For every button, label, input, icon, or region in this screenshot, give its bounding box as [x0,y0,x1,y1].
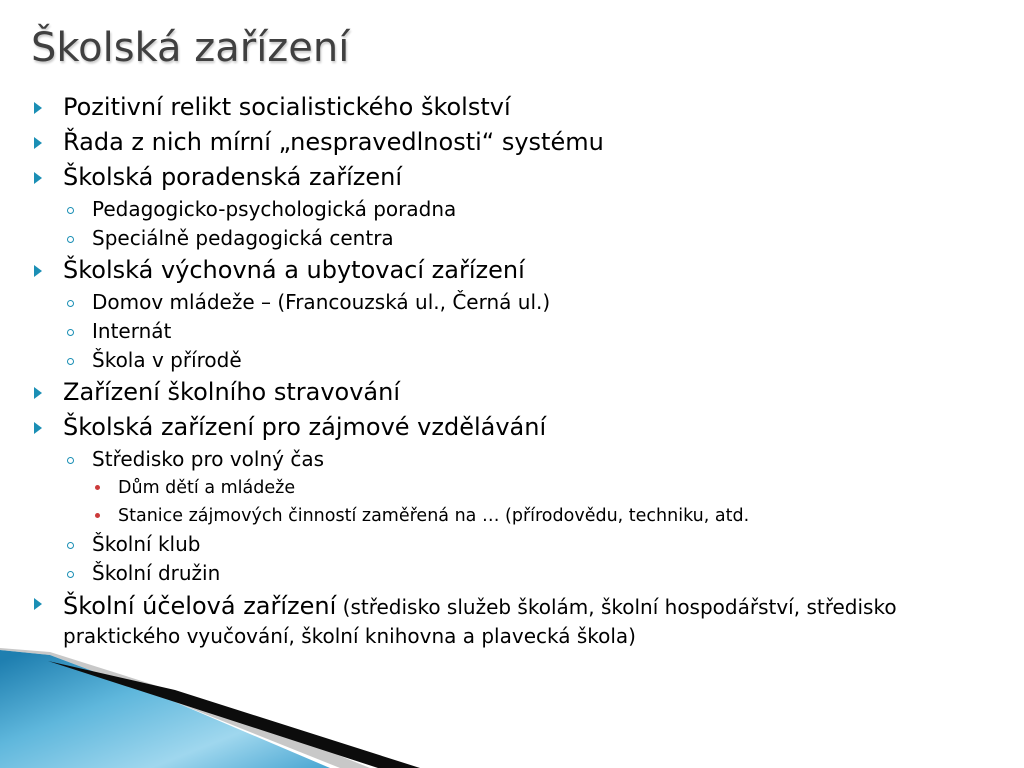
slide-title: Školská zařízení [31,25,350,71]
list-item-note: (středisko služeb školám, školní hospodářství, středisko praktického vyučování, školní knihovna a plavecká škola) [63,595,897,648]
list-item [0,253,1024,288]
list-item-text: Školská výchovná a ubytovací zařízení [63,256,525,284]
list-item-text: Domov mládeže – (Francouzská ul., Černá ul.) [92,290,551,314]
list-item-text: Pedagogicko-psychologická poradna [92,197,457,221]
list-item [0,160,1024,195]
sub-list-item [0,445,1024,474]
bullet-list [0,90,1024,650]
triangle-right-bullet-icon [34,387,42,399]
list-item-text: Dům dětí a mládeže [118,478,296,498]
dot-bullet-icon [95,485,100,490]
list-item-text: Internát [92,319,172,343]
circle-bullet-icon [67,542,74,549]
sub-list-item [0,530,1024,559]
list-item-text: Školní klub [92,532,201,556]
sub-sub-list-item [0,502,1024,530]
list-item-text: Školská zařízení pro zájmové vzdělávání [63,413,547,441]
triangle-right-bullet-icon [34,137,42,149]
list-item [0,375,1024,410]
circle-bullet-icon [67,236,74,243]
list-item-text: Zařízení školního stravování [63,378,401,406]
circle-bullet-icon [67,358,74,365]
dot-bullet-icon [95,513,100,518]
sub-list-item [0,288,1024,317]
list-item-text: Školní družin [92,561,221,585]
list-item-text: Stanice zájmových činností zaměřená na … (přírodovědu, techniku, atd. [118,506,750,526]
triangle-right-bullet-icon [34,598,42,610]
circle-bullet-icon [67,300,74,307]
sub-list-item [0,559,1024,588]
list-item [0,410,1024,445]
list-item-text: Školní účelová zařízení [63,592,337,620]
corner-blue-wave [0,650,330,768]
list-item-text: Pozitivní relikt socialistického školství [63,93,511,121]
list-item [0,90,1024,125]
circle-bullet-icon [67,571,74,578]
circle-bullet-icon [67,207,74,214]
triangle-right-bullet-icon [34,265,42,277]
circle-bullet-icon [67,329,74,336]
list-item [0,588,993,650]
list-item-text: Řada z nich mírní „nespravedlnosti“ systému [63,128,604,156]
list-item-text: Speciálně pedagogická centra [92,226,394,250]
sub-list-item [0,224,1024,253]
triangle-right-bullet-icon [34,422,42,434]
sub-list-item [0,317,1024,346]
sub-list-item [0,195,1024,224]
triangle-right-bullet-icon [34,102,42,114]
list-item-text: Středisko pro volný čas [92,447,325,471]
sub-list-item [0,346,1024,375]
list-item-text: Škola v přírodě [92,348,242,372]
triangle-right-bullet-icon [34,172,42,184]
sub-sub-list-item [0,474,1024,502]
circle-bullet-icon [67,457,74,464]
list-item-text: Školská poradenská zařízení [63,163,403,191]
list-item [0,125,1024,160]
